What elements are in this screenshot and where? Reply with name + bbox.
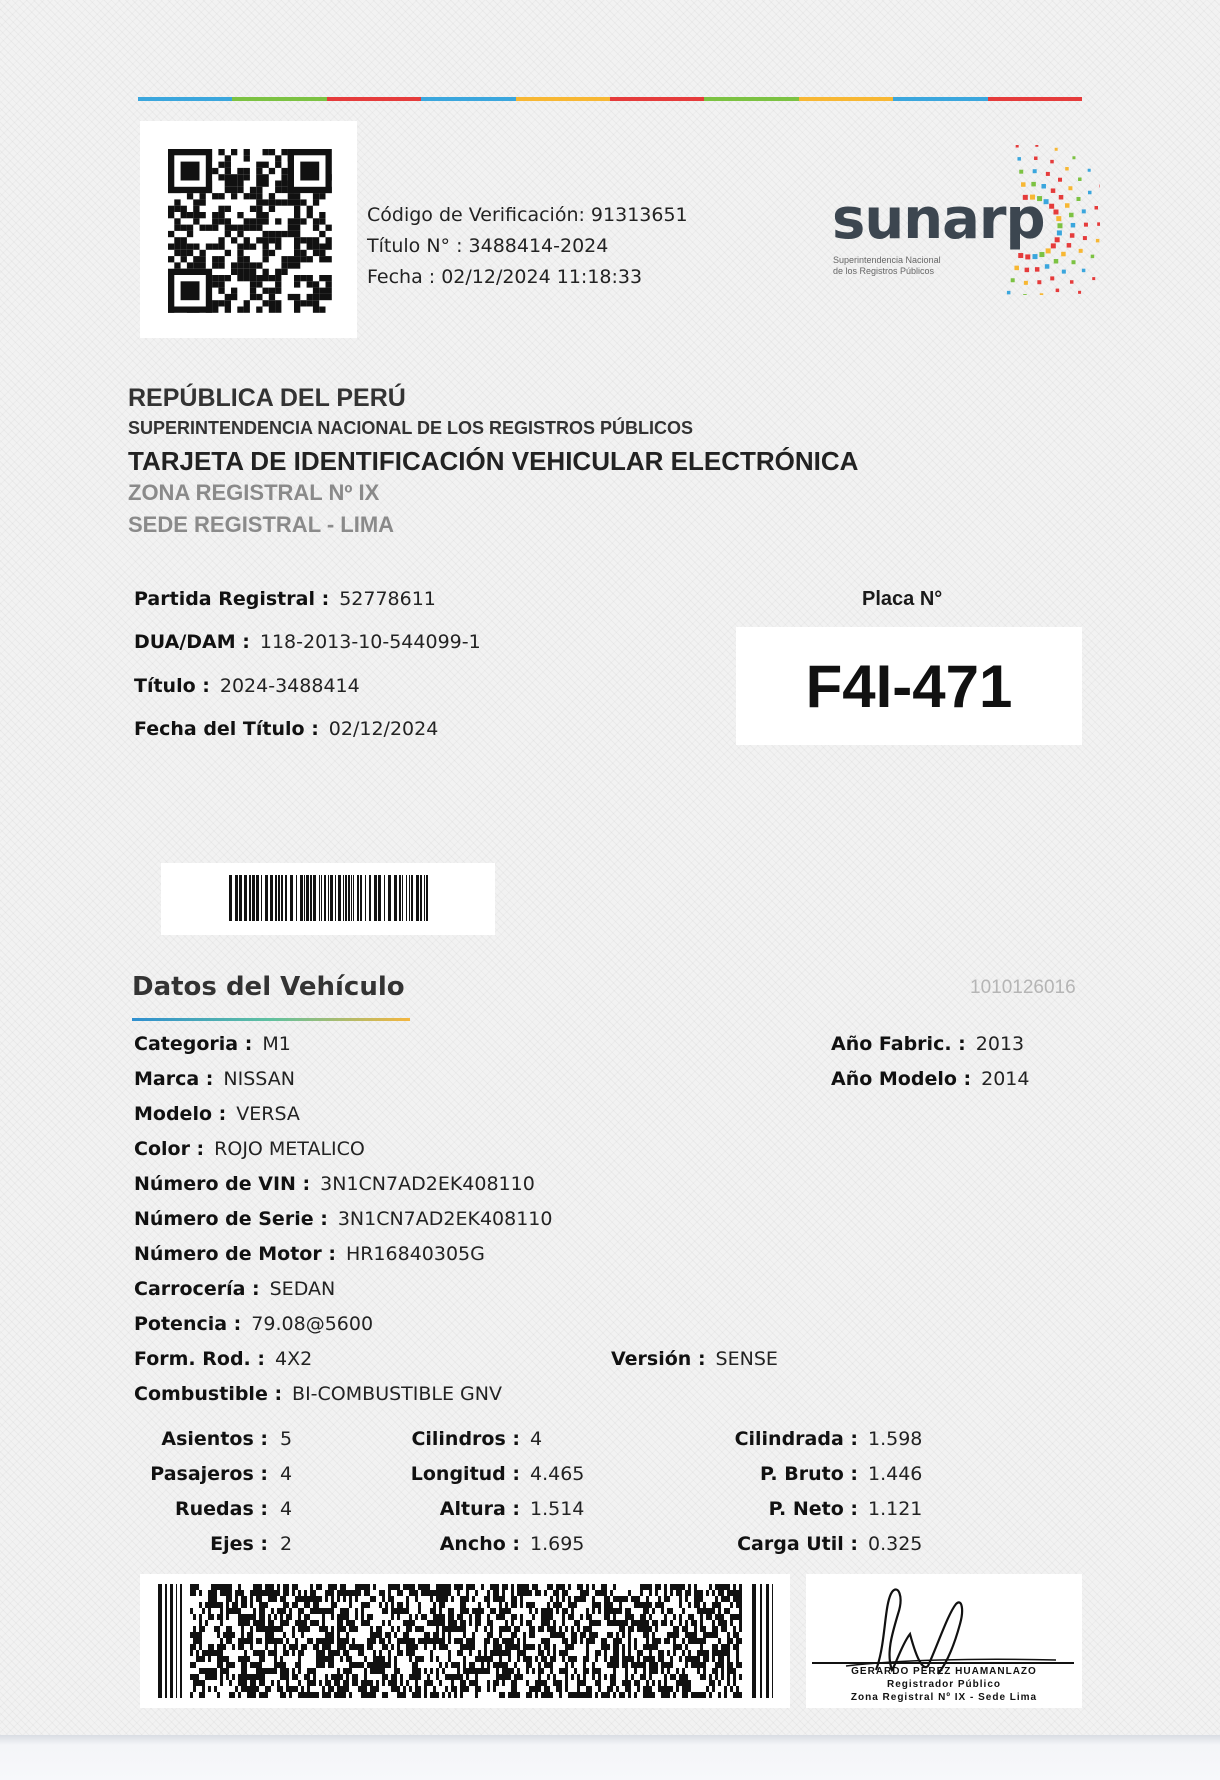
cilindrada-value-text: 1.598 xyxy=(868,1428,923,1450)
ancho-label-text: Ancho : xyxy=(439,1533,520,1555)
altura-value xyxy=(520,1498,584,1521)
color-bar xyxy=(138,97,1082,101)
cilindros-label-text: Cilindros : xyxy=(411,1428,520,1450)
color-value: ROJO METALICO xyxy=(214,1138,365,1160)
ejes-label-text: Ejes : xyxy=(210,1533,268,1555)
color-bar-segment xyxy=(138,97,232,101)
color-bar-segment xyxy=(799,97,893,101)
cilindrada-value xyxy=(858,1428,922,1451)
altura-value-text: 1.514 xyxy=(530,1498,585,1520)
ancho-value xyxy=(520,1533,584,1556)
formrod-row xyxy=(134,1348,312,1371)
combustible-label: Combustible : xyxy=(134,1383,283,1405)
pneto-label-text: P. Neto : xyxy=(768,1498,858,1520)
ruedas-label xyxy=(120,1498,268,1521)
section-underline xyxy=(132,1018,410,1021)
ruedas-value xyxy=(270,1498,292,1521)
pbruto-value xyxy=(858,1463,922,1486)
vin-row xyxy=(134,1173,535,1196)
anio-mod-row xyxy=(831,1068,1029,1091)
page-bottom-edge xyxy=(0,1735,1220,1780)
carga-label xyxy=(690,1533,858,1556)
signature-line xyxy=(812,1662,1074,1664)
carroceria-row xyxy=(134,1278,335,1301)
categoria-label: Categoria : xyxy=(134,1033,253,1055)
anio-fab-value: 2013 xyxy=(975,1033,1025,1055)
pasajeros-value-text: 4 xyxy=(280,1463,293,1485)
ruedas-label-text: Ruedas : xyxy=(175,1498,268,1520)
carga-value xyxy=(858,1533,922,1556)
cilindros-value xyxy=(520,1428,542,1451)
titulo-row xyxy=(134,675,360,698)
serie-value: 3N1CN7AD2EK408110 xyxy=(337,1208,553,1230)
color-bar-segment xyxy=(893,97,987,101)
categoria-row xyxy=(134,1033,291,1056)
formrod-value: 4X2 xyxy=(274,1348,313,1370)
signer-zone: Zona Registral Nº IX - Sede Lima xyxy=(850,1692,1038,1703)
potencia-value: 79.08@5600 xyxy=(251,1313,374,1335)
formrod-label: Form. Rod. : xyxy=(134,1348,265,1370)
header-country: REPÚBLICA DEL PERÚ xyxy=(128,384,406,412)
potencia-row xyxy=(134,1313,373,1336)
version-value: SENSE xyxy=(715,1348,778,1370)
partida-label: Partida Registral : xyxy=(134,588,330,610)
barcode xyxy=(161,863,495,935)
pneto-value-text: 1.121 xyxy=(868,1498,923,1520)
pneto-label xyxy=(690,1498,858,1521)
asientos-label xyxy=(120,1428,268,1451)
carroceria-value: SEDAN xyxy=(269,1278,336,1300)
ancho-label xyxy=(370,1533,520,1556)
asientos-value xyxy=(270,1428,292,1451)
vin-label: Número de VIN : xyxy=(134,1173,311,1195)
document-title: TARJETA DE IDENTIFICACIÓN VEHICULAR ELECTRÓNICA xyxy=(128,446,859,476)
pdf417-barcode xyxy=(140,1574,790,1708)
cilindrada-label-text: Cilindrada : xyxy=(734,1428,858,1450)
pasajeros-label xyxy=(120,1463,268,1486)
longitud-label-text: Longitud : xyxy=(410,1463,520,1485)
signature-block xyxy=(806,1574,1082,1708)
categoria-value: M1 xyxy=(262,1033,291,1055)
verification-title: Título N° : 3488414-2024 xyxy=(367,235,609,257)
header-sede: SEDE REGISTRAL - LIMA xyxy=(128,512,395,537)
modelo-value: VERSA xyxy=(236,1103,300,1125)
asientos-value-text: 5 xyxy=(280,1428,293,1450)
pneto-value xyxy=(858,1498,922,1521)
combustible-value: BI-COMBUSTIBLE GNV xyxy=(292,1383,502,1405)
pasajeros-label-text: Pasajeros : xyxy=(150,1463,268,1485)
placa-label: Placa N° xyxy=(862,588,943,610)
ejes-label xyxy=(120,1533,268,1556)
pbruto-value-text: 1.446 xyxy=(868,1463,923,1485)
pbruto-label xyxy=(690,1463,858,1486)
color-bar-segment xyxy=(327,97,421,101)
signer-role: Registrador Público xyxy=(886,1679,1001,1690)
verification-code: Código de Verificación: 91313651 xyxy=(367,204,688,226)
signer-name: GERARDO PEREZ HUAMANLAZO xyxy=(851,1666,1037,1677)
logo-word: sunarp xyxy=(832,187,1045,252)
titulo-value: 2024-3488414 xyxy=(219,675,360,697)
dua-label: DUA/DAM : xyxy=(134,631,250,653)
dua-row xyxy=(134,631,481,654)
carga-label-text: Carga Util : xyxy=(737,1533,858,1555)
cilindros-label xyxy=(370,1428,520,1451)
anio-fab-label: Año Fabric. : xyxy=(831,1033,966,1055)
dua-value: 118-2013-10-544099-1 xyxy=(259,631,481,653)
longitud-value-text: 4.465 xyxy=(530,1463,585,1485)
marca-value: NISSAN xyxy=(223,1068,295,1090)
placa-box xyxy=(736,627,1082,745)
ejes-value-text: 2 xyxy=(280,1533,293,1555)
anio-mod-label: Año Modelo : xyxy=(831,1068,972,1090)
ruedas-value-text: 4 xyxy=(280,1498,293,1520)
marca-row xyxy=(134,1068,295,1091)
modelo-row xyxy=(134,1103,300,1126)
asientos-label-text: Asientos : xyxy=(161,1428,268,1450)
color-bar-segment xyxy=(610,97,704,101)
pbruto-label-text: P. Bruto : xyxy=(760,1463,858,1485)
verification-date: Fecha : 02/12/2024 11:18:33 xyxy=(367,266,643,288)
header-agency: SUPERINTENDENCIA NACIONAL DE LOS REGISTROS PÚBLICOS xyxy=(128,418,694,438)
motor-row xyxy=(134,1243,485,1266)
titulo-label: Título : xyxy=(134,675,210,697)
header-zone: ZONA REGISTRAL Nº IX xyxy=(128,480,380,505)
color-bar-segment xyxy=(988,97,1082,101)
ancho-value-text: 1.695 xyxy=(530,1533,585,1555)
sunarp-logo xyxy=(830,145,1100,295)
serial-number: 1010126016 xyxy=(970,977,1076,998)
partida-row xyxy=(134,588,436,611)
version-row xyxy=(611,1348,778,1371)
fecha-row xyxy=(134,718,438,741)
potencia-label: Potencia : xyxy=(134,1313,242,1335)
qr-code xyxy=(140,121,357,338)
color-bar-segment xyxy=(232,97,326,101)
version-label: Versión : xyxy=(611,1348,706,1370)
color-label: Color : xyxy=(134,1138,205,1160)
color-bar-segment xyxy=(516,97,610,101)
marca-label: Marca : xyxy=(134,1068,214,1090)
altura-label xyxy=(370,1498,520,1521)
color-row xyxy=(134,1138,365,1161)
anio-fab-row xyxy=(831,1033,1024,1056)
motor-value: HR16840305G xyxy=(345,1243,485,1265)
color-bar-segment xyxy=(704,97,798,101)
longitud-label xyxy=(370,1463,520,1486)
fecha-label: Fecha del Título : xyxy=(134,718,319,740)
vin-value: 3N1CN7AD2EK408110 xyxy=(320,1173,535,1195)
combustible-row xyxy=(134,1383,502,1406)
fecha-value: 02/12/2024 xyxy=(328,718,439,740)
verification-block xyxy=(367,200,688,293)
color-bar-segment xyxy=(421,97,515,101)
section-title: Datos del Vehículo xyxy=(132,972,405,1002)
altura-label-text: Altura : xyxy=(439,1498,520,1520)
serie-row xyxy=(134,1208,552,1231)
anio-mod-value: 2014 xyxy=(981,1068,1030,1090)
longitud-value xyxy=(520,1463,584,1486)
logo-subtitle xyxy=(833,255,983,277)
modelo-label: Modelo : xyxy=(134,1103,227,1125)
logo-sub-line2: de los Registros Públicos xyxy=(833,266,935,276)
motor-label: Número de Motor : xyxy=(134,1243,336,1265)
cilindrada-label xyxy=(690,1428,858,1451)
cilindros-value-text: 4 xyxy=(530,1428,543,1450)
partida-value: 52778611 xyxy=(339,588,436,610)
carroceria-label: Carrocería : xyxy=(134,1278,260,1300)
pasajeros-value xyxy=(270,1463,292,1486)
carga-value-text: 0.325 xyxy=(868,1533,923,1555)
logo-sub-line1: Superintendencia Nacional xyxy=(833,255,941,265)
placa-value: F4I-471 xyxy=(805,652,1013,720)
serie-label: Número de Serie : xyxy=(134,1208,328,1230)
ejes-value xyxy=(270,1533,292,1556)
